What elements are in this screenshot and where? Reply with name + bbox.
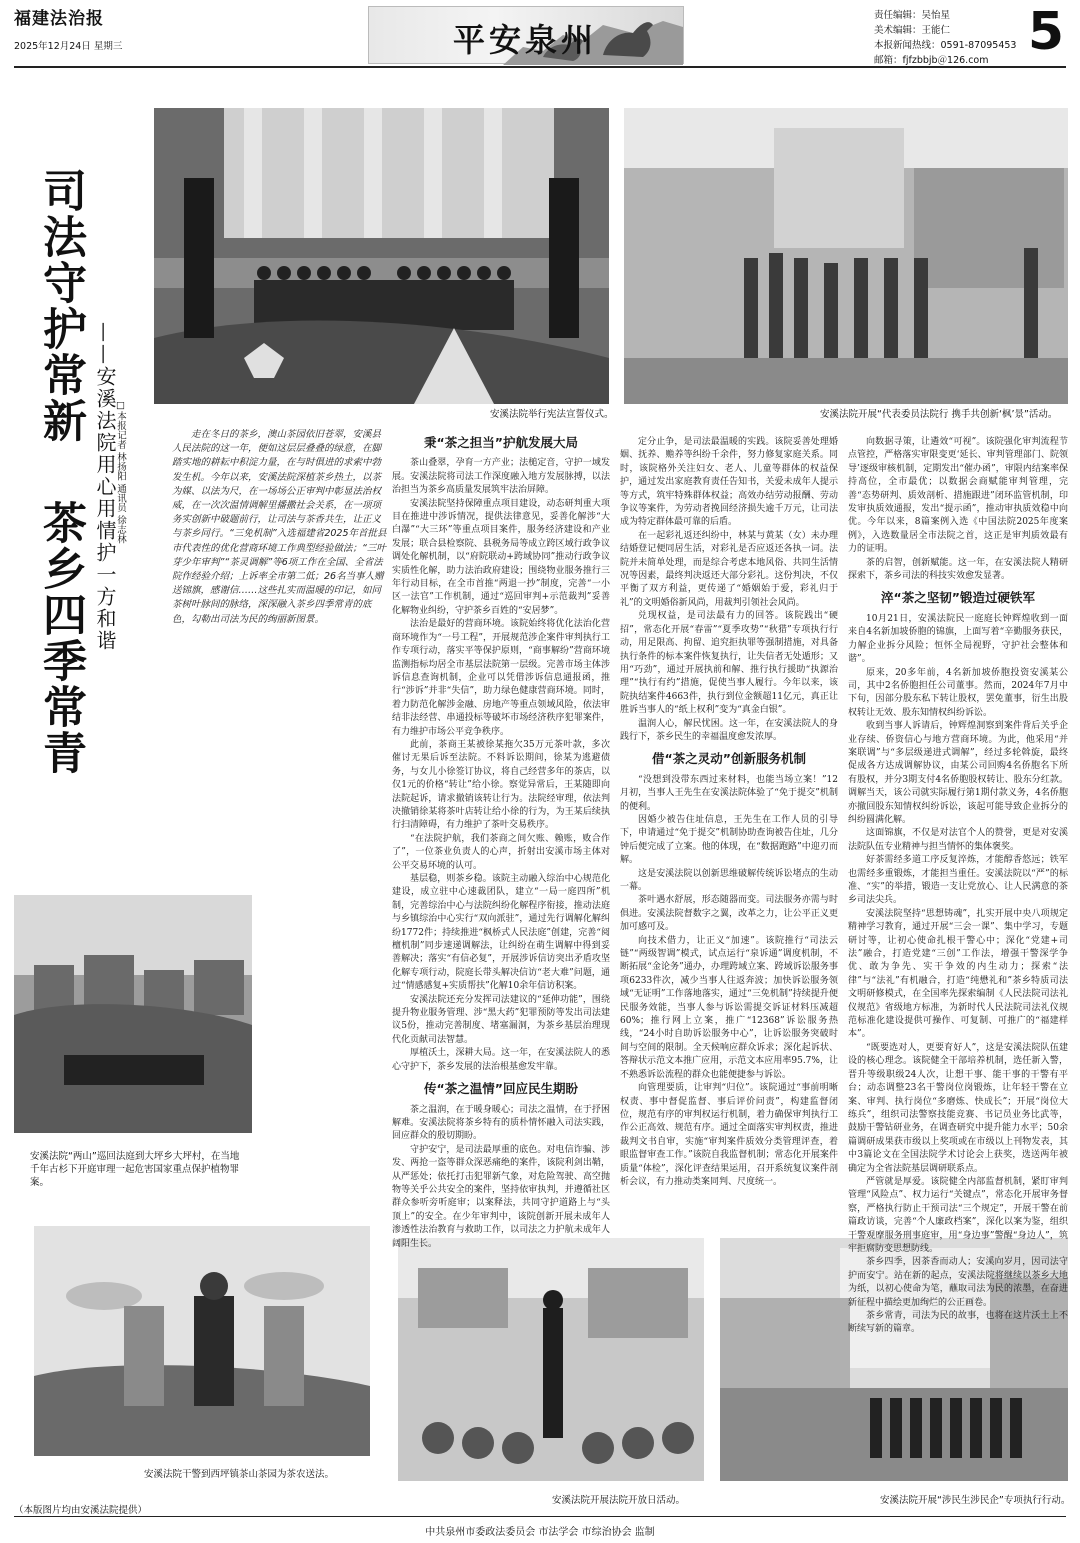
paragraph: 10月21日，安溪法院民一庭庭长钟辉煌收到一面来自4名新加坡侨胞的锦旗，上面写着“辛勤服务获民，力解企业拆分风险；恒怀全局视野，守护社会整体和谐”。 — [848, 613, 1068, 665]
open-day-photo-icon — [398, 1238, 704, 1481]
photo-credit-note: （本版图片均由安溪法院提供） — [14, 1505, 148, 1516]
masthead — [14, 4, 1066, 68]
intro-paragraph: 走在冬日的茶乡，澳山茶园依旧苍翠，安溪县人民法院的这一年，便如这层层叠叠的绿意，在脚踏实地的耕耘中积淀力量，在与时俱进的求索中勃发生机。今年以来，安溪法院深植茶乡热土，以茶为媒、以法为尺，在一场场公正审判中彰显法治权威，在一次次温情调解里播撒社会关系，在一项项务实创新中破题前行，让司法与茶香共生，让正义与茶乡同行。“三免机制”入选福建省2025年首批县市代表性的优化营商环境工作典型经验做法；“三叶芽少年审判”“茶灵调解”等6项工作在全国、全省法院作经验介绍；上诉率全市第二低；26名当事人赠送锦旗，感谢信……这些扎实而温暖的印记，如同茶树叶脉间的脉络，深深融入茶乡四季常青的底色，勾勒出司法为民的绚丽新图景。 — [172, 429, 387, 625]
paragraph: “没想到没带东西过来材料，也能当场立案！”12月初，当事人王先生在安溪法院体验了“免于提交”机制的便利。 — [620, 774, 838, 812]
section-heading: 淬“茶之坚韧”锻造过硬铁军 — [881, 590, 1035, 606]
paragraph: 茶之温润，在于暖身暖心；司法之温情，在于抒困解难。安溪法院将茶乡特有的质朴情怀融入司法实践，回应群众的殷切期盼。 — [392, 1104, 610, 1142]
paragraph: 此前，茶商王某被徐某拖欠35万元茶叶款，多次催讨无果后诉至法院。不料诉讼期间，徐某为逃避债务，与女儿小徐签订协议，将自己经营多年的茶店，以仅1元的价格“转让”给小徐。察觉异常后，王某随即向法院起诉，请求撤销该转让行为。法院经审理，依法判决撤销徐某将茶叶店转让给小徐的行为，为王某后续执行扫清障碍，有力维护了茶叶交易秩序。 — [392, 739, 610, 831]
paragraph: “既要选对人，更要育好人”，这是安溪法院队伍建设的核心理念。该院健全干部培养机制，选任新入警，晋升等级职级24人次，让想干事、能干事的干警有平台；动态调整23名干警岗位岗锻炼，让年轻干警在立案、审判、执行岗位“多磨炼、快成长”；开展“岗位大练兵”，组织司法警察技能竞赛、书记员业务比武等，鼓励干警钻研业务，在调查研究中提升能力水平；50余篇调研成果获市级以上奖项或在市级以上刊物发表，其中3篇论文在全国法院学术讨论会上获奖，选送两年被确定为全省法院基层调研联系点。 — [848, 1042, 1068, 1174]
paragraph: 茶乡四季，因茶香而动人；安溪向岁月，因司法守护而安宁。站在新的起点，安溪法院将继续以茶乡大地为纸，以初心使命为笔，蘸取司法为民的浓墨，在奋进新征程中描绘更加绚烂的公正画卷。 — [848, 1257, 1068, 1308]
paragraph: 收到当事人诉请后，钟辉煌洞察到案件背后关乎企业存续、侨资信心与地方营商环境。为此，他采用“并案联调”与“多层级递进式调解”，经过多轮斡旋，最终促成各方达成调解协议，由某公司回购4名侨胞名下所有股权，并分3期支付4名侨胞股权转让、股东分红款。调解当天，该公司就实际履行第1期付款义务，4名侨胞亦撤回股东知情权纠纷诉讼，该起可能导致企业拆分的纠纷圆满化解。 — [848, 721, 1068, 825]
exhibition-photo-icon — [624, 108, 1068, 404]
paragraph: 守护安宁，是司法最厚重的底色。对电信诈骗、涉发、两抢一盗等群众深恶痛绝的案件，该院利剑出鞘，从严惩处；依托打击犯罪新气象，对危险驾驶、高空抛物等关乎公共安全的案件，坚持依审执判，并遵循社区群众参听旁听庭审；以案释法，共同守护道路上与“头顶上”的安全。在少年审判中，该院创新开展未成年人渗透性法治教育与救助工作，以司法之力护航未成年人阔阳生长。 — [392, 1144, 610, 1249]
photo-representatives-visit — [624, 108, 1068, 404]
headline-line1: 司法守护常新 — [35, 168, 86, 444]
tea-farmers-photo-icon — [34, 1226, 370, 1456]
section-banner — [368, 6, 684, 64]
editor-line: 责任编辑：吴怡星 — [874, 10, 951, 21]
paragraph: 厚植沃土，深耕大局。这一年，在安溪法院人的悉心守护下，茶乡发展的法治根基愈发牢靠。 — [392, 1048, 610, 1072]
paragraph: 兑现权益，是司法最有力的回答。该院践出“硬招”，常态化开展“春雷”“夏季攻势”“秋猎”专项执行行动，用足限高、拘留、追究拒执罪等强制措施，对具备执行条件的标本案件恢复执行，让失信者无处遁形；又用“巧劲”，通过开展执前和解、推行执行援助“执源治理”“执行有约”措施，促使当事人履行。今年以来，该院执结案件4663件，执行到位金额超11亿元，真正让胜诉当事人的“纸上权利”变为“真金白银”。 — [620, 611, 838, 716]
paragraph: 这面锦旗，不仅是对法官个人的赞誉，更是对安溪法院队伍专业精神与担当情怀的集体褒奖。 — [848, 828, 1068, 852]
caption-tea-garden: 安溪法院干警到西坪镇茶山茶园为茶农送法。 — [144, 1469, 335, 1480]
headline — [30, 168, 90, 444]
paragraph: 基层稳，则茶乡稳。该院主动融入综治中心规范化建设，成立驻中心速裁团队，建立“一局一庭四所”机制，完善综治中心与法院纠纷化解程序衔接，推动法庭与乡镇综治中心实行“双向派驻”，通过先行调解化解纠纷1772件；持续推进“枫桥式人民法庭”创建，完善“阅檀机制”同步速递调解法，让纠纷在萌生调解中得到妥善解决；落实“有信必复”，开展涉诉信访突出矛盾攻坚化解专项行动，院庭长带头解决信访“老大难”问题，通过“情感感复+实质帮扶”化解10余年信访积案。 — [392, 874, 610, 992]
paragraph: 好茶需经多道工序反复淬炼，才能醇香悠远；铁军也需经多重锻炼，才能担当重任。安溪法院以“严”的标准、“实”的举措，锻造一支让党放心、让人民满意的茶乡司法尖兵。 — [848, 855, 1068, 906]
paragraph: 在一起彩礼返还纠纷中，林某与黄某（女）未办理结婚登记便同居生活，对彩礼是否应返还各执一词。法院并未简单处理，而是综合考虑本地风俗、共同生活情况等因素，最终判决返还大部分彩礼。这份判决，不仅平衡了双方利益，更传递了“婚姻始于爱，彩礼归于礼”的文明婚俗新风尚，用裁判引领社会风尚。 — [620, 530, 838, 608]
hotline: 本报新闻热线：0591-87095453 — [874, 40, 1017, 51]
caption-enforcement: 安溪法院开展“涉民生涉民企”专项执行行动。 — [880, 1495, 1071, 1506]
section-heading: 借“茶之灵动”创新服务机制 — [652, 751, 806, 767]
editor-line: 美术编辑：王能仁 — [874, 25, 951, 36]
page-number: 5 — [1027, 2, 1064, 62]
photo-open-day — [398, 1238, 704, 1481]
caption-oath: 安溪法院举行宪法宣誓仪式。 — [490, 409, 614, 420]
paragraph: 向数据寻策，让遴效“可视”。该院强化审判流程节点管控，严格落实审限变更‘延长、审判管理部门、院领导’逐级审核机制，定期发出“催办函”，审限内结案率保持高位，全市最优；以数据会商赋能审判管理，完善“态势研判、质效剖析、措施跟进”闭环监管机制，印发审执质效通报，发出“提示函”，推动审执质效稳中向优。今年以来，8篇案例入选《中国法院2025年度案例》，入选数量居全市法院之首，这正是审判质效最有力的证明。 — [848, 437, 1068, 555]
paragraph: 安溪法院坚持“思想铸魂”，扎实开展中央八项规定精神学习教育，通过开展“三会一课”、集中学习，专题研讨等，让初心使命扎根干警心中；深化“党建+司法”融合，打造党建“三创”工作法，增强干警深学争优、敢为争先、实干争效的内生动力；探索“法律”与“法礼”有机融合，打造“纯懋礼和”茶乡特质司法文明研修模式，在全国率先探索编制《人民法院司法礼仪规范》省级地方标准，为新时代人民法院司法礼仪规范标准化建设提供可操作、可复制、可推广的“福建样本”。 — [848, 908, 1068, 1040]
editor-info — [874, 8, 1016, 68]
paragraph: 茶乡常青，司法为民的故事，也将在这片沃土上不断续写新的篇章。 — [848, 1311, 1068, 1335]
paragraph: 茶的启智，创新赋能。这一年，在安溪法院人精研探索下，茶乡司法的科技实效愈发显著。 — [848, 557, 1068, 582]
paragraph: 安溪法院坚持保障重点项目建设，动态研判重大项目在推进中涉诉情况，提供法律意见，妥善化解涉“大白瀑”“大三环”等重点项目案件，服务经济建设和产业发展；联合县检察院、县税务局等成立跨区域行政争议调处化解机制，以“府院联动+跨域协同”推动行政争议实质性化解，助力法治政府建设；围绕物业服务推行三年行动目标，在全市首推“两退一抄”制度，完善“一小区一法官”工作机制，通过“巡回审判+示范裁判”妥善化解物业纠纷，守护茶乡百姓的“安居梦”。 — [392, 498, 610, 616]
photo-constitution-oath — [154, 108, 609, 404]
oath-photo-icon — [154, 108, 609, 404]
paragraph: 茶叶遇水舒展，形态随器而变。司法服务亦需与时俱进。安溪法院督数字之翼，改革之力，让公平正义更加可感可及。 — [620, 895, 838, 933]
caption-representatives: 安溪法院开展“代表委员法院行 携手共创新‘枫’景”活动。 — [820, 409, 1058, 420]
paragraph: 因婚少被告住址信息，王先生在工作人员的引导下，申请通过“免于提交”机制协助查询被告住址，几分钟后便完成了立案。他的体现，在“数据跑路”中迎刃而解。 — [620, 814, 838, 866]
subheadline: ——安溪法院用心用情护一方和谐 — [93, 322, 117, 652]
section-heading: 秉“茶之担当”护航发展大局 — [424, 435, 578, 450]
caption-open-day: 安溪法院开展法院开放日活动。 — [552, 1495, 686, 1506]
email: 邮箱：fjfzbbjb＠126.com — [874, 55, 989, 66]
paragraph: 法治是最好的营商环境。该院始终将优化法治化营商环境作为“一号工程”，开展规范涉企案件审判执行工作专项行动，落实平等保护原则，“商事解纷”营商环境监测指标均居全市基层法院第一层级。完善市场主体涉诉信息查询机制，企业可以凭借涉诉信息通报函，推行“涉诉”并非“失信”，助力绿色健康营商环境。同时，着力防范化解涉金融、房地产等重点领域风险，依法审结非法经营、串通投标等破坏市场经济秩序犯罪案件，有力维护市场公平竞争秩序。 — [392, 619, 610, 737]
paper-date: 2025年12月24日 星期三 — [14, 41, 123, 52]
paragraph: 向管理要质，让审判“归位”。该院通过“事前明晰权责、事中督促监督、事后评价问责”，构建监督闭位，规范有序的审判权运行机制，着力确保审判执行工作公正高效、规范有序。通过全面落实审判权责，推进裁判文书自审，实施“审判案件质效分类管理评查，着眼监督审查工作。”该院自我监督机制；常态化开展案件质量“体检”，深化评查结果运用，召开系统复议案件剖析会议，有力推动类案同判、尺度统一。 — [620, 1083, 838, 1187]
paper-name: 福建法治报 — [14, 9, 104, 29]
photo-tea-garden — [34, 1226, 370, 1456]
article-column-1 — [392, 435, 610, 1249]
section-heading: 传“茶之温情”回应民生期盼 — [424, 1081, 578, 1097]
caption-circuit-court: 安溪法院“两山”巡回法庭到大坪乡大坪村，在当地千年古杉下开庭审理一起危害国家重点保护植物罪案。 — [30, 1151, 240, 1188]
headline-2 — [30, 500, 90, 776]
article-column-2 — [620, 436, 838, 1224]
paragraph: 安溪法院还充分发挥司法建议的“延伸功能”，围绕提升物业服务管理、涉“黑大药”犯罪预防等发出司法建议5份，推动完善制度、堵塞漏洞，为茶乡基层治理现代化贡献司法智慧。 — [392, 994, 610, 1045]
page-footer: 中共泉州市委政法委员会 市法学会 市综治协会 监制 — [14, 1516, 1066, 1538]
paragraph: 原来，20多年前，4名新加坡侨胞投资安溪某公司，其中2名侨胞担任公司董事。然而，2024年7月中下旬，因部分股东私下转让股权，罢免董事，衍生出股权转让无效、股东知情权纠纷诉讼。 — [848, 667, 1068, 718]
paragraph: 定分止争，是司法最温暖的实践。该院妥善处理婚姻、抚养、赡养等纠纷千余件，努力修复家庭关系。同时，该院格外关注妇女、老人、儿童等群体的权益保护，通过发出家庭教育责任告知书，关爱未成年人提示等方式，筑牢特殊群体权益；高效办结劳动报酬、劳动争议等案件，为劳动者挽回经济损失逾千万元，让司法成为特定群体最可靠的后盾。 — [620, 437, 838, 528]
paragraph: 严管就是厚爱。该院健全内部监督机制，紧盯审判管理“风险点”、权力运行“关键点”，常态化开展审务督察，严格执行防止干预司法“三个规定”，开展干警在前篇政访谈，完善“个人廉政档案”，深化以案为鉴，组织干警观摩服务刑事庭审，用“身边事”警醒“身边人”，筑牢拒腐防变思想防线。 — [848, 1176, 1068, 1254]
paragraph: “在法院护航，我们茶商之间欠账、赖账，败合作了”，一位茶业负责人的心声，折射出安溪市场主体对公平交易环境的认可。 — [392, 833, 610, 871]
paragraph: 温润人心，解民忧困。这一年，在安溪法院人的身践行下，茶乡民生的幸福温度愈发浓厚。 — [620, 718, 838, 742]
article-column-3 — [848, 436, 1068, 1335]
headline-line2: 茶乡四季常青 — [35, 500, 86, 776]
paragraph: 这是安溪法院以创新思维破解传统诉讼堵点的生动一幕。 — [620, 868, 838, 892]
byline: □本报记者 林扬阳 通讯员 徐志林 — [115, 400, 126, 544]
section-title: 平安泉州 — [453, 21, 598, 59]
village-photo-icon — [14, 895, 252, 1133]
paragraph: 茶山叠翠，孕育一方产业；法槌定音，守护一域发展。安溪法院将司法工作深度融入地方发展脉搏，以法治担当为茶乡高质量发展筑牢法治屏障。 — [392, 458, 610, 496]
photo-circuit-court — [14, 895, 252, 1133]
paragraph: 向技术借力，让正义“加速”。该院推行“司法云链”“两级智调”模式，试点运行“泉诉通”调度机制，不断拓展“金论务”通办，办理跨域立案、跨域诉讼服务事项6233件次，减少当事人往返奔波；加快诉讼服务领域“无证明”工作落地落实，通过“三免机制”持续提升便民服务效能，当事人参与诉讼需提交诉证材料压减超60%；推行网上立案，推广“12368”诉讼服务热线，“24小时自助诉讼服务中心”，让诉讼服务突破时间与空间的限制。全天候响应群众诉求；深化起诉状、答辩状示范文本推广应用，示范文本应用率95.7%，让不熟悉诉讼流程的群众也能便捷参与诉讼。 — [620, 935, 838, 1080]
